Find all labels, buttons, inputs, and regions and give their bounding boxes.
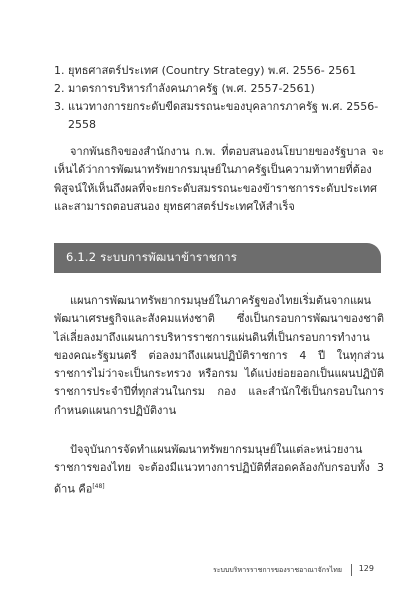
- list-item: [54, 62, 384, 80]
- body-paragraph-2: [54, 441, 384, 499]
- list-number: 1.: [54, 64, 65, 77]
- body-paragraph-1: แผนการพัฒนาทรัพยากรมนุษย์ในภาครัฐของไทยเริ่มต้นจากแผนพัฒนาเศรษฐกิจและสังคมแห่งชาติ ซึ่งเป็นกรอบการพัฒนาของชาติ ไล่เลี่ยลงมาถึงแผนการบริหารราชการแผ่นดินที่เป็นกรอบการทำงานของคณะรัฐมนตรี ต่อลงมาถึงแผนปฏิบัติราชการ 4 ปี ในทุกส่วนราชการไม่ว่าจะเป็นกระทรวง หรือกรม ได้แบ่งย่อยออกเป็นแผนปฏิบัติราชการประจำปีที่ทุกส่วนในกรม กอง และสำนักใช้เป็นกรอบในการกำหนดแผนการปฏิบัติงาน: [54, 294, 384, 417]
- intro-paragraph: จากพันธกิจของสำนักงาน ก.พ. ที่ตอบสนองนโยบายของรัฐบาล จะเห็นได้ว่าการพัฒนาทรัพยากรมนุษย์ในภาครัฐเป็นความท้าทายที่ต้องพิสูจน์ให้เห็นถึงผลที่จะยกระดับสมรรถนะของข้าราชการระดับประเทศและสามารถตอบสนอง ยุทธศาสตร์ประเทศให้สำเร็จ: [54, 145, 384, 213]
- list-number: 3.: [54, 100, 65, 113]
- list-item: [54, 98, 384, 134]
- list-item: [54, 80, 384, 98]
- page-number: 129: [358, 564, 374, 573]
- body-paragraph-2-text: ปัจจุบันการจัดทำแผนพัฒนาทรัพยากรมนุษย์ในแต่ละหน่วยงานราชการของไทย จะต้องมีแนวทางการปฏิบัติที่สอดคล้องกับกรอบทั้ง 3 ด้าน คือ: [54, 443, 384, 496]
- list-text: แนวทางการยกระดับขีดสมรรถนะของบุคลากรภาครัฐ พ.ศ. 2556-2558: [68, 100, 379, 131]
- footer-divider: [351, 564, 352, 576]
- list-text: ยุทธศาสตร์ประเทศ (Country Strategy) พ.ศ. 2556- 2561: [68, 64, 357, 77]
- numbered-list: [54, 62, 384, 134]
- section-title: 6.1.2 ระบบการพัฒนาข้าราชการ: [66, 250, 238, 264]
- section-heading-bar: [54, 243, 381, 273]
- list-text: มาตรการบริหารกำลังคนภาครัฐ (พ.ศ. 2557-2561): [68, 82, 315, 95]
- footer-title: ระบบบริหารราชการของราชอาณาจักรไทย: [212, 566, 342, 574]
- citation-marker: [48]: [92, 482, 105, 490]
- list-number: 2.: [54, 82, 65, 95]
- page-footer: [0, 563, 382, 581]
